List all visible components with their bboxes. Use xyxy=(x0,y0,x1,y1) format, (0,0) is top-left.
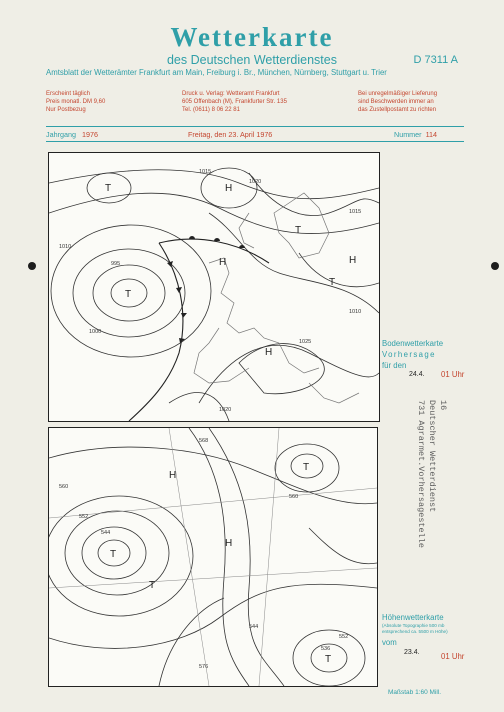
pressure-center-label: T xyxy=(125,289,132,300)
pressure-center-label: T xyxy=(295,225,302,236)
pressure-center-label: H xyxy=(265,347,273,358)
coastlines xyxy=(194,193,362,403)
isobar-labels xyxy=(59,169,361,413)
pressure-centers xyxy=(105,183,356,358)
isobar-value: 1020 xyxy=(249,179,262,185)
info-line: Preis monatl. DM 9,60 xyxy=(46,99,106,105)
surface-map-title: Bodenwetterkarte xyxy=(382,339,444,348)
contour-value: 576 xyxy=(199,664,209,670)
info-line: Druck u. Verlag: Wetteramt Frankfurt xyxy=(182,91,280,97)
receipt-stamp xyxy=(415,400,448,548)
stamp-line: 16 xyxy=(438,400,448,411)
jahrgang-label: Jahrgang xyxy=(46,130,76,139)
upper-air-map-drawing xyxy=(49,428,377,686)
isobars xyxy=(49,168,379,421)
isobar-value: 1010 xyxy=(349,309,362,315)
publication-code: D 7311 A xyxy=(413,54,458,66)
divider-top xyxy=(46,126,464,127)
contour-value: 544 xyxy=(101,530,111,536)
surface-map-time: 01 Uhr xyxy=(441,370,465,379)
punch-hole xyxy=(28,262,36,270)
stamp-line: Deutscher Wetterdienst xyxy=(427,400,437,513)
info-column-complaints xyxy=(358,90,437,114)
jahrgang-value: 1976 xyxy=(81,130,98,139)
nummer-label: Nummer xyxy=(394,130,422,139)
info-line: 605 Offenbach (M), Frankfurter Str. 135 xyxy=(182,99,287,105)
surface-forecast-map xyxy=(48,152,380,422)
info-column-subscription xyxy=(46,90,105,114)
surface-map-for-label: für den xyxy=(382,361,407,370)
height-center-label: T xyxy=(325,654,332,665)
divider-bottom xyxy=(46,141,464,142)
isobar-value: 995 xyxy=(111,261,121,267)
upper-air-map-vom-label: vom xyxy=(382,638,397,647)
isobar-value: 1020 xyxy=(219,407,232,413)
contour-value: 536 xyxy=(321,646,331,652)
height-center-label: H xyxy=(225,538,233,549)
info-line: Bei unregelmäßiger Lieferung xyxy=(358,91,438,97)
info-line: sind Beschwerden immer an xyxy=(358,99,434,105)
info-line: das Zustellpostamt zu richten xyxy=(358,107,437,113)
issue-number xyxy=(394,130,437,139)
pressure-center-label: H xyxy=(225,183,233,194)
info-column-publisher xyxy=(182,90,287,114)
stamp-line: 731 Agrarmet.Vorhersagestelle xyxy=(416,400,426,548)
contour-value: 544 xyxy=(249,624,259,630)
surface-map-drawing xyxy=(49,153,379,421)
info-line: Nur Postbezug xyxy=(46,107,86,113)
nummer-value: 114 xyxy=(425,130,438,139)
contour-value: 560 xyxy=(289,494,299,500)
upper-air-map-time: 01 Uhr xyxy=(441,652,465,661)
front-symbols xyxy=(167,236,245,343)
pressure-center-label: T xyxy=(105,183,112,194)
contour-value: 552 xyxy=(339,634,349,640)
pressure-center-label: T xyxy=(329,277,336,288)
contour-value: 560 xyxy=(59,484,69,490)
height-center-label: T xyxy=(110,549,117,560)
upper-air-map xyxy=(48,427,378,687)
contour-value: 552 xyxy=(79,514,89,520)
jahrgang xyxy=(46,130,98,139)
pressure-center-label: H xyxy=(219,257,227,268)
surface-map-forecast-label: Vorhersage xyxy=(382,350,436,359)
isobar-value: 1025 xyxy=(299,339,312,345)
contour-value: 568 xyxy=(199,438,209,444)
isobar-value: 1015 xyxy=(199,169,212,175)
upper-air-map-note: entsprechend ca. 5500 m Höhe) xyxy=(382,629,448,634)
isobar-value: 1010 xyxy=(59,244,72,250)
upper-air-map-title: Höhenwetterkarte xyxy=(382,613,444,622)
map-scale: Maßstab 1:60 Mill. xyxy=(388,689,442,696)
height-center-label: T xyxy=(303,462,310,473)
surface-map-date: 24.4. xyxy=(409,371,425,378)
info-line: Erscheint täglich xyxy=(46,91,91,97)
upper-air-map-note: (Absolute Topographie 500 mb xyxy=(382,623,445,628)
pressure-center-label: H xyxy=(349,255,357,266)
isobar-value: 1000 xyxy=(89,329,102,335)
punch-hole xyxy=(491,262,499,270)
page-subtitle: des Deutschen Wetterdienstes xyxy=(166,53,337,67)
issue-date: Freitag, den 23. April 1976 xyxy=(188,130,273,139)
height-center-label: H xyxy=(169,470,177,481)
amtsblatt-line: Amtsblatt der Wetterämter Frankfurt am Main, Freiburg i. Br., München, Nürnberg, Stuttgart u. Trier xyxy=(46,68,387,77)
info-line: Tel. (0611) 8 06 22 81 xyxy=(182,107,240,113)
upper-air-map-date: 23.4. xyxy=(404,649,420,656)
page-title: Wetterkarte xyxy=(170,22,334,52)
isobar-value: 1015 xyxy=(349,209,362,215)
height-center-label: T xyxy=(149,580,156,591)
